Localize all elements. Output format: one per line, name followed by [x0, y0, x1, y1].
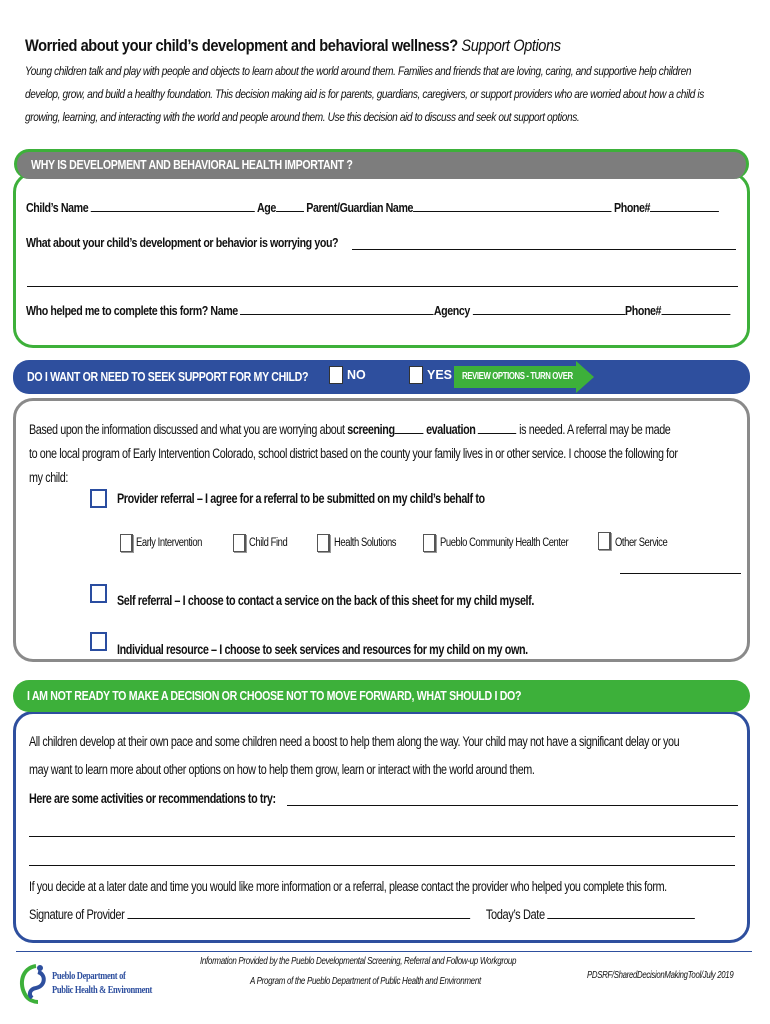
- no-checkbox[interactable]: [329, 366, 343, 384]
- intro-line-2: develop, grow, and build a healthy foundation. This decision making aid is for parents, guardians, caregivers, or support providers who are worried about how a child is: [25, 87, 704, 101]
- screening-field[interactable]: [395, 422, 424, 434]
- evaluation-field[interactable]: [478, 422, 516, 434]
- phone2-label: Phone#: [625, 303, 662, 318]
- self-referral-checkbox[interactable]: [90, 584, 107, 603]
- page-title: [25, 36, 648, 56]
- review-arrow-icon: [576, 361, 594, 393]
- provider-referral-checkbox[interactable]: [90, 489, 107, 508]
- phone2-field[interactable]: [661, 303, 730, 315]
- other-service-label: Other Service: [615, 537, 668, 549]
- health-solutions-label: Health Solutions: [334, 537, 397, 549]
- childs-name-field[interactable]: [91, 200, 255, 212]
- signature-label: Signature of Provider: [29, 907, 125, 922]
- intro-line-1: Young children talk and play with people and objects to learn about the world around them. Families and friends that are loving, caring, and supportive help children: [25, 64, 692, 78]
- worry-field-2[interactable]: [27, 286, 738, 287]
- date-field[interactable]: [547, 907, 695, 919]
- pchc-label: Pueblo Community Health Center: [440, 537, 569, 549]
- child-info-line: [26, 200, 770, 215]
- section1-banner: WHY IS DEVELOPMENT AND BEHAVIORAL HEALTH IMPORTANT ?: [14, 149, 749, 179]
- child-find-label: Child Find: [249, 537, 288, 549]
- phone-label: Phone#: [614, 200, 651, 215]
- other-service-field[interactable]: [620, 573, 741, 574]
- worry-line: [26, 235, 407, 250]
- no-label: NO: [347, 368, 366, 382]
- date-label: Today’s Date: [485, 907, 545, 922]
- signature-field[interactable]: [127, 907, 470, 919]
- footer-info-line-1: Information Provided by the Pueblo Developmental Screening, Referral and Follow-up Workgroup: [200, 956, 517, 967]
- referral-para-line3: my child:: [29, 470, 69, 485]
- section3-banner: I AM NOT READY TO MAKE A DECISION OR CHOOSE NOT TO MOVE FORWARD, WHAT SHOULD I DO?: [13, 680, 750, 712]
- screening-label: screening: [347, 422, 395, 437]
- title-main: Worried about your child’s development and behavioral wellness?: [25, 36, 458, 55]
- age-field[interactable]: [276, 200, 304, 212]
- guardian-label: Parent/Guardian Name: [306, 200, 414, 215]
- footer-info-line-2: A Program of the Pueblo Department of Public Health and Environment: [250, 976, 481, 987]
- footer-divider: [16, 951, 752, 952]
- section1-box: [13, 172, 750, 348]
- evaluation-label: evaluation: [426, 422, 476, 437]
- early-intervention-label: Early Intervention: [136, 537, 203, 549]
- childs-name-label: Child’s Name: [26, 200, 89, 215]
- self-referral-label: Self referral – I choose to contact a service on the back of this sheet for my child myself.: [117, 593, 534, 608]
- title-subtitle: Support Options: [461, 36, 561, 55]
- not-ready-para-line2: may want to learn more about other options on how to help them grow, learn or interact with the world around them.: [29, 762, 535, 777]
- phone-field[interactable]: [650, 200, 719, 212]
- early-intervention-checkbox[interactable]: [120, 534, 133, 552]
- section2-box: [13, 398, 750, 662]
- later-text: If you decide at a later date and time you would like more information or a referral, please contact the provider who helped you complete this form.: [29, 879, 667, 894]
- individual-resource-checkbox[interactable]: [90, 632, 107, 651]
- footer-doc-id: PDSRF/SharedDecisionMakingTool/July 2019: [587, 970, 734, 981]
- logo-line-2: Public Health & Environment: [52, 985, 152, 996]
- provider-referral-label: Provider referral – I agree for a referral to be submitted on my child’s behalf to: [117, 491, 485, 506]
- agency-field[interactable]: [473, 303, 626, 315]
- other-service-checkbox[interactable]: [598, 532, 611, 550]
- worry-label: What about your child’s development or behavior is worrying you?: [26, 235, 339, 250]
- referral-para-line2: to one local program of Early Intervention Colorado, school district based on the county your family lives in or other service. I choose the following for: [29, 446, 678, 461]
- age-label: Age: [256, 200, 276, 215]
- review-options-button[interactable]: REVIEW OPTIONS - TURN OVER: [454, 366, 576, 388]
- activities-field-3[interactable]: [29, 865, 735, 866]
- not-ready-para-line1: All children develop at their own pace and some children need a boost to help them along the way. Your child may not have a significant delay or you: [29, 734, 680, 749]
- guardian-field[interactable]: [413, 200, 611, 212]
- logo-line-1: Pueblo Department of: [52, 971, 126, 982]
- individual-resource-label: Individual resource – I choose to seek services and resources for my child on my own.: [117, 642, 528, 657]
- section2-banner: DO I WANT OR NEED TO SEEK SUPPORT FOR MY CHILD?: [13, 360, 750, 394]
- helper-line: [26, 303, 770, 318]
- referral-para-line1: Based upon the information discussed and what you are worrying about screening evaluation is needed. A referral may be made: [29, 422, 671, 437]
- health-solutions-checkbox[interactable]: [317, 534, 330, 552]
- helper-name-field[interactable]: [240, 303, 434, 315]
- logo-text: [52, 970, 170, 998]
- pchc-checkbox[interactable]: [423, 534, 436, 552]
- activities-field-1[interactable]: [287, 805, 738, 806]
- activities-label: Here are some activities or recommendations to try:: [29, 791, 276, 806]
- child-find-checkbox[interactable]: [233, 534, 246, 552]
- agency-label: Agency: [433, 303, 470, 318]
- worry-field-1[interactable]: [352, 249, 736, 250]
- activities-field-2[interactable]: [29, 836, 735, 837]
- yes-label: YES: [427, 368, 453, 382]
- yes-checkbox[interactable]: [409, 366, 423, 384]
- intro-line-3: growing, learning, and interacting with the world and people around them. Use this decision aid to discuss and seek out support options.: [25, 110, 580, 124]
- helper-label: Who helped me to complete this form? Name: [26, 303, 238, 318]
- signature-line: [29, 907, 770, 922]
- pueblo-logo-icon: [16, 962, 56, 1004]
